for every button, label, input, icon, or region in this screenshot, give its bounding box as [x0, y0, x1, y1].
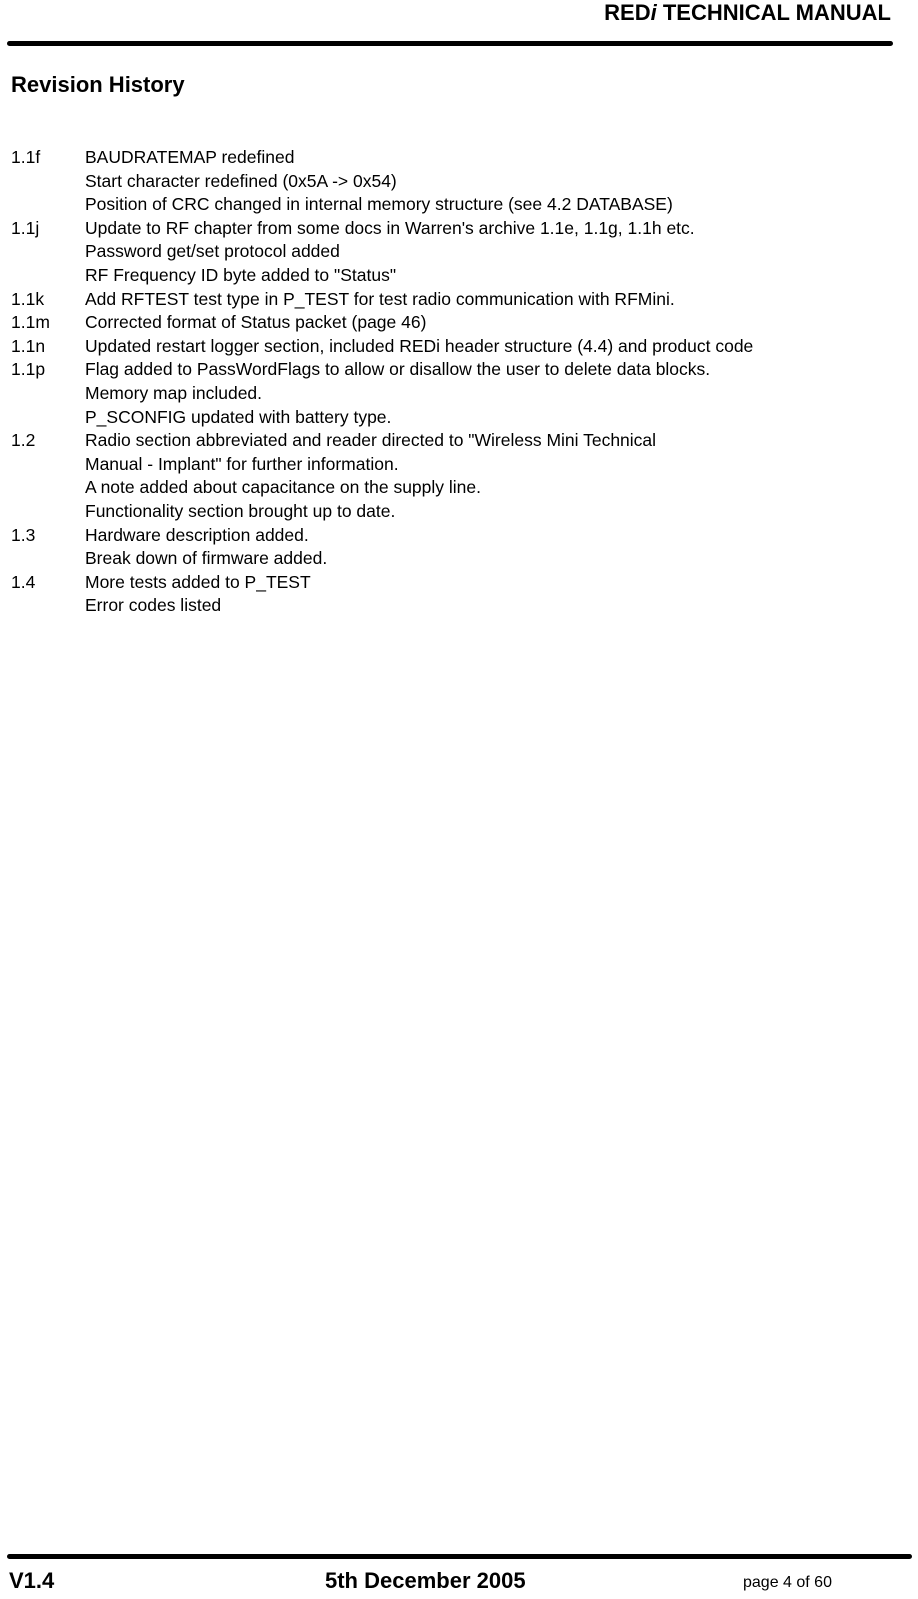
revision-note: P_SCONFIG updated with battery type. — [85, 406, 392, 427]
revision-entry — [11, 571, 901, 618]
revision-note: Password get/set protocol added — [85, 241, 340, 262]
revision-version: 1.1j — [11, 217, 40, 238]
revision-entry — [11, 217, 901, 288]
revision-history-list — [11, 146, 901, 618]
revision-entry — [11, 524, 901, 571]
revision-note: Break down of firmware added. — [85, 548, 328, 569]
revision-notes — [85, 524, 901, 571]
header-divider — [7, 41, 893, 46]
revision-note: Hardware description added. — [85, 524, 309, 545]
revision-notes — [85, 358, 901, 429]
revision-note: Add RFTEST test type in P_TEST for test radio communication with RFMini. — [85, 288, 675, 309]
revision-entry — [11, 146, 901, 217]
revision-entry — [11, 429, 901, 523]
revision-notes — [85, 311, 901, 335]
revision-notes — [85, 335, 901, 359]
revision-notes — [85, 288, 901, 312]
revision-version: 1.1f — [11, 147, 41, 167]
revision-entry — [11, 335, 901, 359]
revision-note: Start character redefined (0x5A -> 0x54) — [85, 170, 397, 191]
footer-divider — [7, 1554, 912, 1559]
revision-entry — [11, 288, 901, 312]
revision-notes — [85, 571, 901, 618]
revision-note: Position of CRC changed in internal memory structure (see 4.2 DATABASE) — [85, 194, 673, 215]
revision-note: Update to RF chapter from some docs in Warren's archive 1.1e, 1.1g, 1.1h etc. — [85, 217, 695, 238]
revision-note: A note added about capacitance on the supply line. — [85, 477, 481, 498]
footer-version: V1.4 — [9, 1568, 55, 1593]
section-title: Revision History — [11, 72, 185, 97]
manual-title — [604, 0, 891, 26]
revision-entry — [11, 358, 901, 429]
revision-note: Functionality section brought up to date. — [85, 500, 396, 521]
revision-note: RF Frequency ID byte added to "Status" — [85, 264, 397, 285]
manual-title-prefix: RED — [604, 0, 651, 25]
revision-note: BAUDRATEMAP redefined — [85, 147, 295, 167]
footer-page-number: page 4 of 60 — [743, 1574, 832, 1591]
revision-version: 1.1k — [11, 288, 45, 309]
revision-note: Flag added to PassWordFlags to allow or disallow the user to delete data blocks. — [85, 359, 711, 380]
revision-notes — [85, 217, 901, 288]
revision-note: Memory map included. — [85, 382, 263, 403]
revision-notes — [85, 429, 901, 523]
revision-version: 1.1n — [11, 335, 46, 356]
revision-version: 1.2 — [11, 430, 36, 451]
revision-note: Updated restart logger section, included REDi header structure (4.4) and product code — [85, 335, 754, 356]
footer-date: 5th December 2005 — [325, 1568, 526, 1593]
revision-note: Corrected format of Status packet (page 46) — [85, 312, 427, 333]
revision-entry — [11, 311, 901, 335]
revision-version: 1.1p — [11, 359, 46, 380]
manual-title-italic: i — [650, 0, 657, 25]
revision-version: 1.4 — [11, 571, 36, 592]
revision-note: Error codes listed — [85, 595, 222, 616]
revision-notes — [85, 146, 901, 217]
revision-version: 1.1m — [11, 312, 50, 333]
revision-note: Radio section abbreviated and reader directed to "Wireless Mini Technical — [85, 430, 657, 451]
manual-title-suffix: TECHNICAL MANUAL — [656, 0, 891, 25]
revision-version: 1.3 — [11, 524, 36, 545]
revision-note: Manual - Implant" for further information. — [85, 453, 399, 474]
revision-note: More tests added to P_TEST — [85, 571, 311, 592]
